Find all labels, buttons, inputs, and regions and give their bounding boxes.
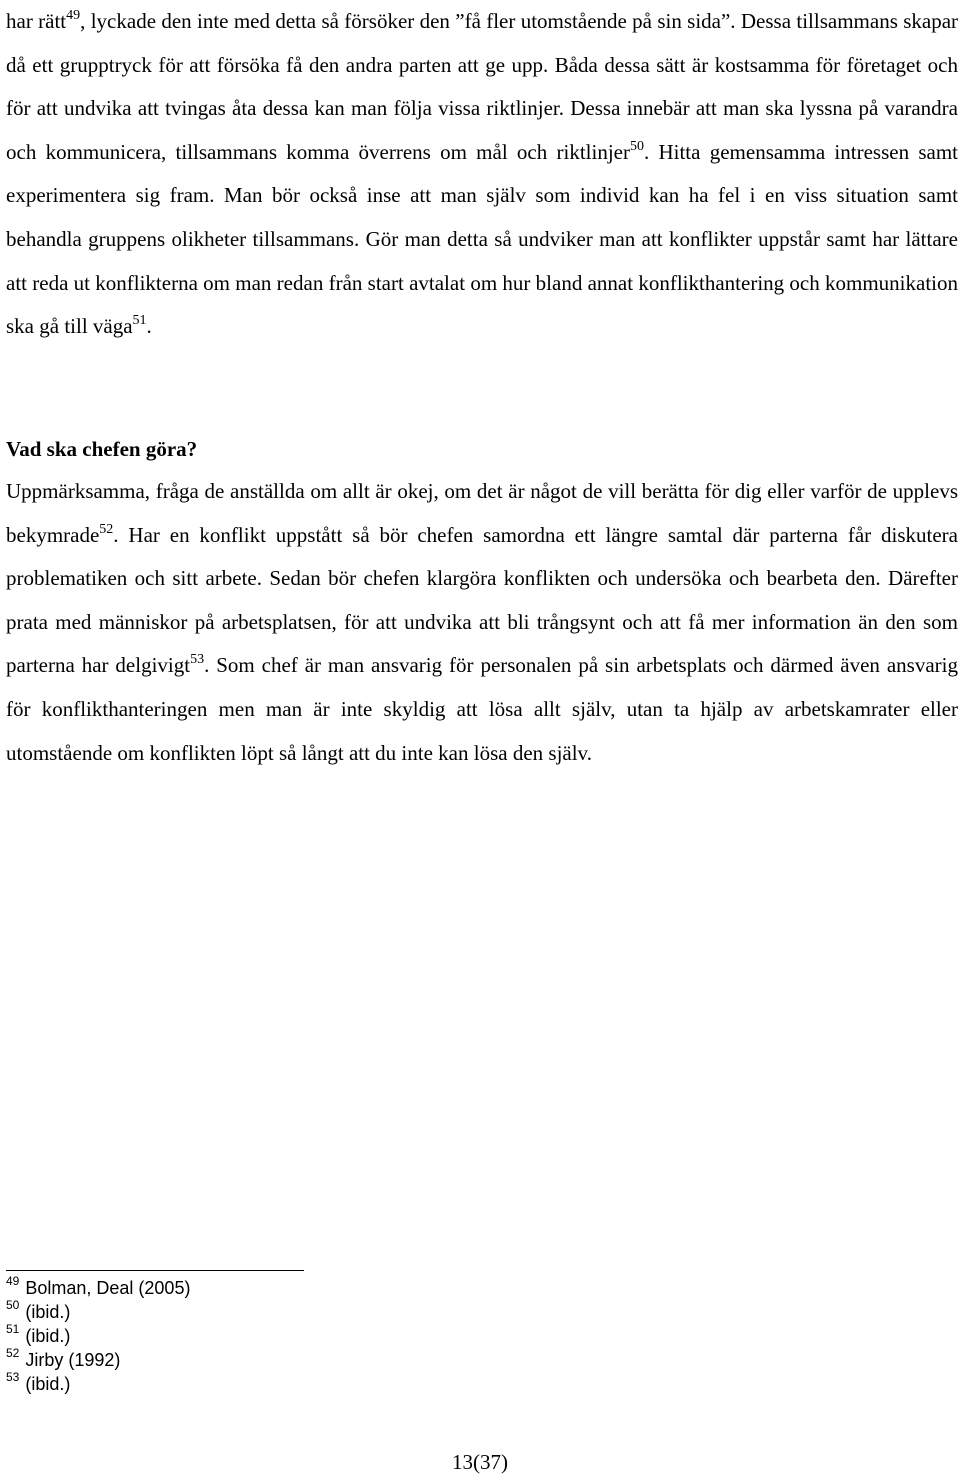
paragraph-text: . Hitta gemensamma intressen samt experimentera sig fram. Man bör också inse att man själv som individ kan ha fel i en viss situation samt behandla gruppens olikheter tillsammans. Gör man detta så undviker man att konflikter uppstår samt har lättare att reda ut konflikterna om man redan från start avtalat om hur bland annat konflikthantering och kommunikation ska gå till väga — [6, 139, 958, 339]
footnote-text: (ibid.) — [25, 1374, 71, 1394]
footnote-number: 51 — [6, 1322, 20, 1336]
footnote-ref-50: 50 — [629, 138, 644, 154]
body-paragraph-2 — [6, 470, 958, 775]
paragraph-text: . Har en konflikt uppstått så bör chefen samordna ett längre samtal där parterna får diskutera problematiken och sitt arbete. Sedan bör chefen klargöra konflikten och undersöka och bearbeta den. Därefter prata med människor på arbetsplatsen, för att undvika att bli trångsynt och att få mer information än den som parterna har delgivigt — [6, 522, 958, 678]
footnote-number: 50 — [6, 1298, 20, 1312]
body-paragraph-1 — [6, 0, 958, 349]
section-heading: Vad ska chefen göra? — [6, 437, 198, 461]
footnote-item — [6, 1348, 190, 1372]
footnote-text: (ibid.) — [25, 1326, 71, 1346]
paragraph-text: har rätt — [6, 9, 67, 33]
footnote-ref-51: 51 — [132, 313, 147, 329]
footnote-text: Jirby (1992) — [25, 1350, 121, 1370]
footnote-list — [6, 1276, 190, 1396]
footnote-item — [6, 1300, 190, 1324]
footnote-item — [6, 1324, 190, 1348]
footnote-number: 52 — [6, 1346, 20, 1360]
footnote-text: (ibid.) — [25, 1302, 71, 1322]
footnote-separator — [6, 1270, 304, 1271]
footnote-number: 53 — [6, 1370, 20, 1384]
footnote-item — [6, 1276, 190, 1300]
page-number: 13(37) — [452, 1450, 508, 1474]
footnote-ref-53: 53 — [190, 652, 205, 668]
footnote-item — [6, 1372, 190, 1396]
paragraph-text: . Som chef är man ansvarig för personalen på sin arbetsplats och därmed även ansvarig för konflikthanteringen men man är inte skyldig att lösa allt själv, utan ta hjälp av arbetskamrater eller utomstående om konflikten löpt så långt att du inte kan lösa den själv. — [6, 653, 958, 765]
footnote-ref-49: 49 — [66, 8, 81, 23]
paragraph-text: . — [146, 314, 152, 339]
paragraph-text: , lyckade den inte med detta så försöker den ”få fler utomstående på sin sida”. Dessa tillsammans skapar då ett grupptryck för att försöka få den andra parten att ge upp. Båda dessa sätt är kostsamma för företaget och för att undvika att tvingas åta dessa kan man följa vissa riktlinjer. Dessa innebär att man ska lyssna på varandra och kommunicera, tillsammans komma överrens om mål och riktlinjer — [6, 9, 959, 164]
footnote-ref-52: 52 — [99, 521, 114, 537]
footnote-number: 49 — [6, 1274, 20, 1288]
footnote-text: Bolman, Deal (2005) — [25, 1278, 191, 1298]
paragraph-text: Uppmärksamma, fråga de anställda om allt är okej, om det är något de vill berätta för dig eller varför de upplevs bekymrade — [6, 479, 958, 547]
